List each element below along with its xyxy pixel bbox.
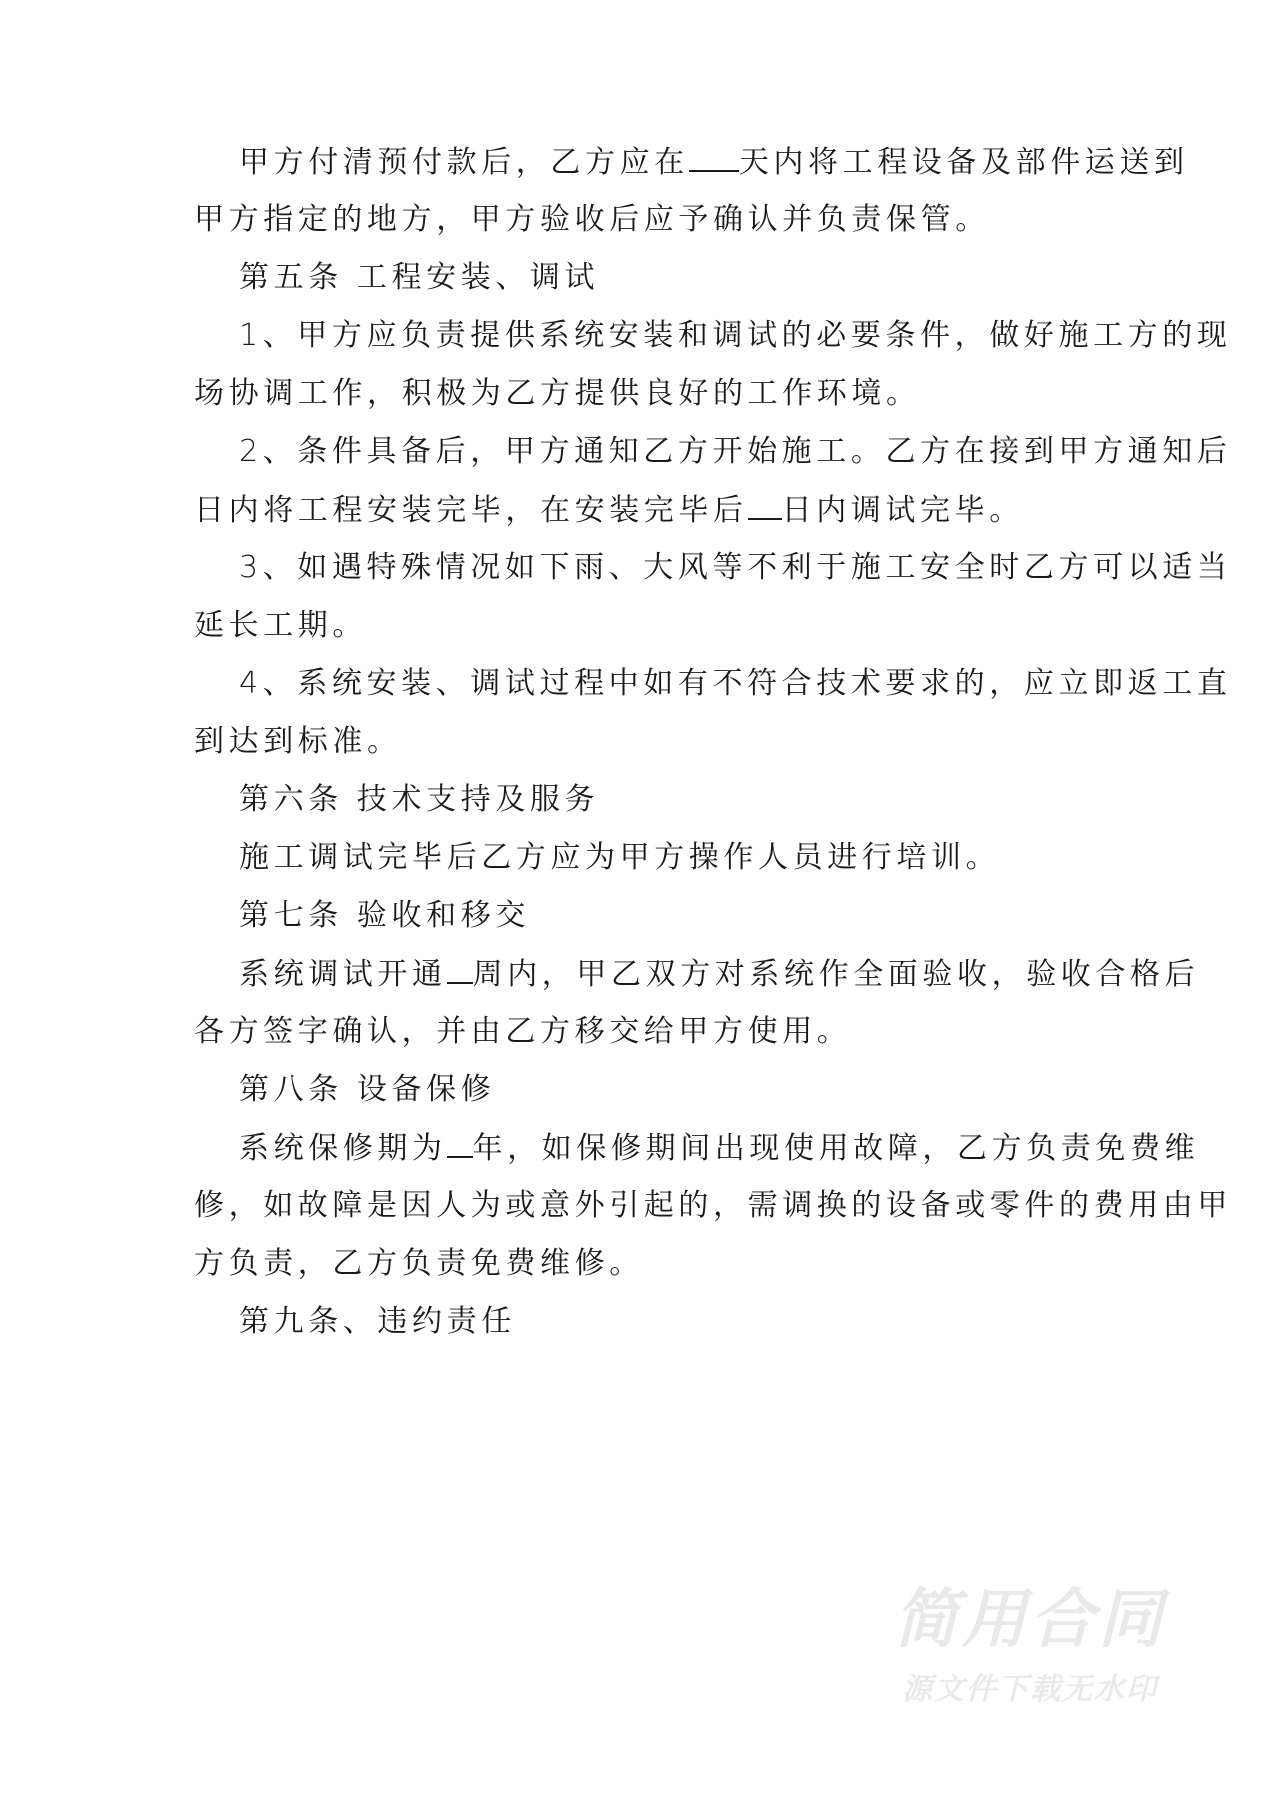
paragraph-line: 场协调工作，积极为乙方提供良好的工作环境。 [194, 376, 921, 411]
paragraph-line [239, 954, 1199, 995]
paragraph-line: 到达到标准。 [194, 724, 402, 759]
text-segment: 日内将工程安装完毕，在安装完毕后 [194, 493, 748, 528]
paragraph-line: 2、条件具备后，甲方通知乙方开始施工。乙方在接到甲方通知后 [239, 434, 1232, 469]
text-segment: 周内，甲乙双方对系统作全面验收，验收合格后 [472, 957, 1200, 992]
paragraph-line: 3、如遇特殊情况如下雨、大风等不利于施工安全时乙方可以适当 [239, 550, 1232, 585]
text-segment: 年，如保修期间出现使用故障，乙方负责免费维 [472, 1131, 1200, 1166]
paragraph-line [239, 1128, 1199, 1169]
section-heading-6: 第六条 技术支持及服务 [239, 782, 600, 817]
blank-field-warranty-years [447, 1128, 473, 1158]
paragraph-line [194, 490, 1024, 531]
text-segment: 系统保修期为 [239, 1131, 447, 1166]
text-segment: 系统调试开通 [239, 957, 447, 992]
section-heading-8: 第八条 设备保修 [239, 1072, 496, 1107]
text-segment: 日内调试完毕。 [781, 493, 1024, 528]
watermark-subtitle: 源文件下载无水印 [902, 1672, 1158, 1707]
section-heading-9: 第九条、违约责任 [239, 1304, 516, 1339]
paragraph-line: 施工调试完毕后乙方应为甲方操作人员进行培训。 [239, 840, 1001, 875]
paragraph-line: 方负责，乙方负责免费维修。 [194, 1246, 644, 1281]
paragraph-line: 延长工期。 [194, 608, 367, 643]
section-heading-5: 第五条 工程安装、调试 [239, 260, 600, 295]
text-segment: 甲方付清预付款后，乙方应在 [239, 145, 689, 180]
watermark-title: 简用合同 [894, 1583, 1166, 1657]
paragraph-line: 甲方指定的地方，甲方验收后应予确认并负责保管。 [194, 202, 990, 237]
paragraph-line: 4、系统安装、调试过程中如有不符合技术要求的，应立即返工直 [239, 666, 1232, 701]
blank-field-days-delivery [689, 142, 739, 172]
text-segment: 天内将工程设备及部件运送到 [738, 145, 1189, 180]
section-heading-7: 第七条 验收和移交 [239, 898, 530, 933]
paragraph-line [239, 142, 1189, 183]
paragraph-line: 1、甲方应负责提供系统安装和调试的必要条件，做好施工方的现 [239, 318, 1232, 353]
blank-field-days-debug [748, 490, 782, 520]
paragraph-line: 各方签字确认，并由乙方移交给甲方使用。 [194, 1014, 852, 1049]
paragraph-line: 修，如故障是因人为或意外引起的，需调换的设备或零件的费用由甲 [194, 1188, 1232, 1223]
blank-field-weeks-acceptance [447, 954, 473, 984]
